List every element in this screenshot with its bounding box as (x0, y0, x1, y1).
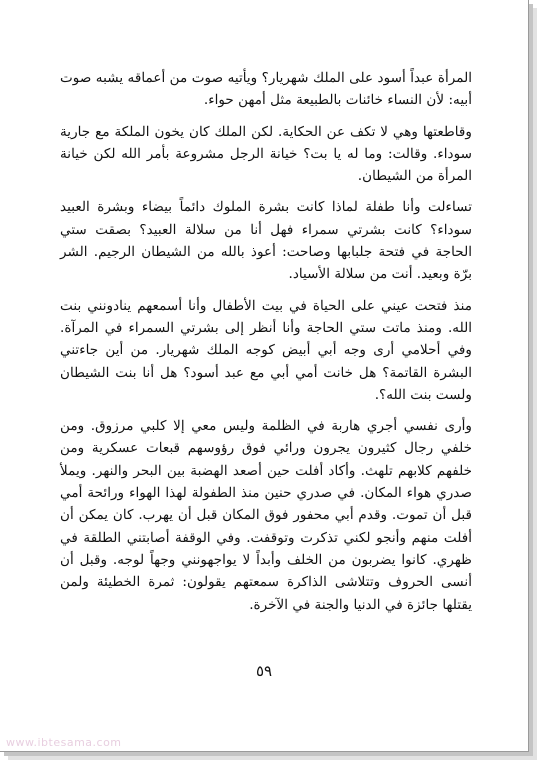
paragraph-2: وقاطعتها وهي لا تكف عن الحكاية. لكن الملك كان يخون الملكة مع جارية سوداء. وقالت: وما له يا بت؟ خيانة الرجل مشروعة بأمر الله لكن خيانة المرأة من الشيطان. (60, 123, 472, 185)
page-number: ٥٩ (255, 662, 273, 680)
paragraph-5: وأرى نفسي أجري هاربة في الظلمة وليس معي إلا كلبي مرزوق. ومن خلفي رجال كثيرون يجرون ورائي فوق رؤوسهم قبعات عسكرية ومن خلفهم كلابهم تلهث. وأكاد أفلت حين أصعد الهضبة بين البحر والنهر. ويملأ صدري هواء المكان. في صدري حنين منذ الطفولة لهذا الهواء ورائحة أمي قبل أن تموت. وقدم أبي محفور فوق المكان قبل أن يهرب. كان يمكن أن أفلت منهم وأنجو لكني تذكرت وتوقفت. وفي الوقفة أصابتني الطلقة في ظهري. كانوا يضربون من الخلف وأبداً لا يواجهونني وجهاً لوجه. وقبل أن أنسى الحروف وتتلاشى الذاكرة سمعتهم يقولون: ثمرة الخطيئة ولمن يقتلها جائزة في الدنيا والجنة في الآخرة. (60, 418, 472, 613)
body-text (60, 67, 472, 625)
paragraph-1: المرأة عبداً أسود على الملك شهريار؟ ويأتيه صوت من أعماقه يشبه صوت أبيه: لأن النساء خائنات بالطبيعة مثل أمهن حواء. (60, 70, 472, 109)
paragraph-4: منذ فتحت عيني على الحياة في بيت الأطفال وأنا أسمعهم ينادونني بنت الله. ومنذ ماتت ستي الحاجة وأنا أنظر إلى بشرتي السمراء في المرآة. وفي أحلامي أرى وجه أبي أبيض كوجه الملك شهريار. من أين جاءتني البشرة القاتمة؟ هل خانت أمي أبي مع عبد أسود؟ هل أنا بنت الشيطان ولست بنت الله؟. (60, 297, 472, 403)
watermark: www.ibtesama.com (6, 736, 122, 749)
paragraph-3: تساءلت وأنا طفلة لماذا كانت بشرة الملوك دائماً بيضاء وبشرة العبيد سوداء؟ كانت بشرتي سمراء فهل أنا من سلالة العبيد؟ بصقت ستي الحاجة في فتحة جلبابها وصاحت: أعوذ بالله من الشيطان الرجيم. الشر برّة وبعيد. أنت من سلالة الأسياد. (60, 199, 472, 283)
